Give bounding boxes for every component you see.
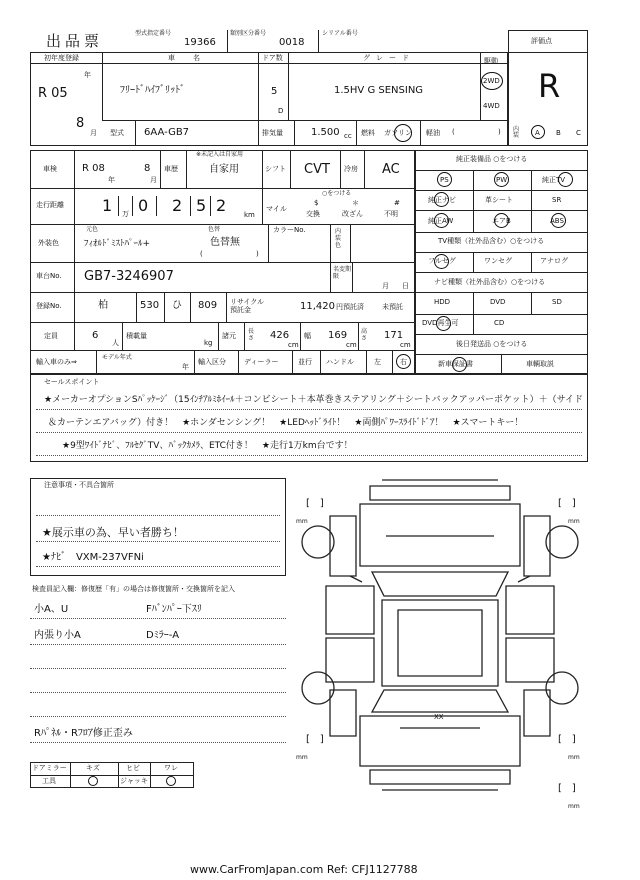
divider bbox=[352, 262, 353, 292]
equip-airbag: エアB bbox=[492, 217, 511, 225]
col-line bbox=[150, 762, 151, 788]
use-value: 自家用 bbox=[209, 164, 239, 175]
row-line bbox=[415, 252, 588, 253]
equipment-title: 純正装備品 ○をつける bbox=[456, 155, 528, 163]
dotted-line bbox=[30, 644, 286, 645]
dotted-line bbox=[30, 692, 286, 693]
divider bbox=[262, 188, 263, 224]
mm-front-right: mm bbox=[568, 518, 580, 525]
digit-sep bbox=[118, 196, 119, 216]
digit-sep bbox=[190, 196, 191, 216]
length-cm: cm bbox=[288, 341, 299, 349]
footer-watermark: www.CarFromJapan.com Ref: CFJ1127788 bbox=[190, 863, 418, 876]
row-line bbox=[30, 262, 415, 263]
first-reg-year: R 05 bbox=[38, 86, 68, 101]
notes-line-2: ★ﾅﾋﾞ VXM-237VFNi bbox=[42, 552, 144, 563]
acc-tools: 工具 bbox=[42, 777, 56, 785]
displacement-value: 1.500 bbox=[311, 127, 340, 138]
inspection-month-unit: 月 bbox=[150, 176, 157, 184]
score-label: 評価点 bbox=[531, 37, 552, 45]
height-label: 高さ bbox=[361, 328, 368, 343]
interior-b: B bbox=[556, 129, 561, 137]
row-line bbox=[415, 190, 588, 191]
equip-aw-circle bbox=[434, 213, 449, 228]
divider bbox=[238, 350, 239, 374]
drive-2wd-circle bbox=[481, 72, 503, 90]
row-line bbox=[415, 334, 588, 335]
model-label: 型式 bbox=[110, 129, 124, 137]
acc-jack: ジャッキ bbox=[120, 777, 148, 785]
mileage-label: 走行距離 bbox=[36, 201, 64, 209]
width-label: 幅 bbox=[304, 332, 311, 340]
divider bbox=[136, 292, 137, 322]
fuel-label: 燃料 bbox=[361, 129, 375, 137]
divider bbox=[96, 350, 97, 374]
recycle-unit: 円預託済 bbox=[336, 303, 364, 311]
divider bbox=[186, 150, 187, 188]
use-note: ※未記入は自家用 bbox=[196, 151, 244, 158]
divider bbox=[320, 350, 321, 374]
row-line bbox=[415, 170, 588, 171]
recycle-value: 11,420 bbox=[300, 301, 335, 312]
acc-header-scratch: キズ bbox=[86, 764, 100, 772]
col-line bbox=[118, 762, 119, 788]
divider bbox=[226, 292, 227, 322]
mm-rear-left: mm bbox=[296, 754, 308, 761]
divider bbox=[102, 120, 508, 121]
original-color-value: ﾌｨｵﾙﾄﾞﾐｽﾄﾊﾟｰﾙ+ bbox=[84, 239, 151, 249]
divider bbox=[358, 322, 359, 350]
equip-ps: PS bbox=[440, 176, 449, 184]
divider bbox=[190, 292, 191, 322]
class-no-label: 類別区分番号 bbox=[230, 30, 267, 37]
bracket-rear-left: [ ] bbox=[306, 734, 324, 745]
dotted-line bbox=[30, 618, 286, 619]
col-line bbox=[531, 252, 532, 272]
interior-a-circle bbox=[531, 125, 545, 139]
length-value: 426 bbox=[270, 330, 290, 341]
mileage-circle-note: ○をつける bbox=[322, 190, 352, 197]
unknown-mark: # bbox=[394, 199, 400, 207]
paren-open: ( bbox=[452, 128, 455, 136]
equip-navi-circle bbox=[434, 192, 449, 207]
sales-label: セールスポイント bbox=[44, 378, 100, 386]
serial-label: シリアル番号 bbox=[322, 30, 358, 37]
registration-kana: ひ bbox=[172, 300, 182, 311]
divider bbox=[294, 120, 295, 146]
equip-aw: 純正AW bbox=[428, 217, 454, 225]
registration-label: 登録No. bbox=[36, 302, 62, 310]
dotted-line bbox=[36, 455, 582, 456]
divider bbox=[420, 120, 421, 146]
model-value: 6AA-GB7 bbox=[144, 127, 190, 138]
inspector-label: 検査員記入欄：修復歴「有」の場合は修復箇所・交換箇所を記入 bbox=[32, 585, 235, 593]
row-line bbox=[415, 272, 588, 273]
original-color-label: 元色 bbox=[86, 226, 99, 233]
row-line bbox=[30, 292, 415, 293]
chassis-label: 車台No. bbox=[36, 272, 62, 280]
divider bbox=[244, 322, 245, 350]
grade: 1.5HV G SENSING bbox=[334, 85, 424, 96]
inspector-line-2b: Dﾐﾗｰ-A bbox=[146, 630, 180, 641]
registration-number: 809 bbox=[198, 300, 218, 311]
model-year-label: モデル年式 bbox=[102, 354, 132, 361]
cc-unit: cc bbox=[344, 132, 352, 140]
not-deposited: 未預託 bbox=[382, 303, 403, 311]
row-line bbox=[415, 232, 588, 233]
later-warranty: 新車保証書 bbox=[438, 360, 473, 368]
dotted-line bbox=[36, 541, 280, 542]
interior-c: C bbox=[576, 129, 581, 137]
equip-pw: PW bbox=[496, 176, 508, 184]
mileage-digit: 0 bbox=[138, 196, 149, 215]
digit-sep bbox=[132, 196, 133, 216]
car-name: ﾌﾘｰﾄﾞﾊｲﾌﾞﾘｯﾄﾞ bbox=[120, 85, 185, 96]
shift-label: シフト bbox=[265, 165, 286, 173]
inspection-month: 8 bbox=[144, 163, 151, 174]
inspection-year: 年 bbox=[108, 176, 115, 184]
col-line bbox=[473, 252, 474, 272]
drive-4wd: 4WD bbox=[483, 102, 500, 110]
chassis-value: GB7-3246907 bbox=[84, 269, 174, 284]
handle-right: 右 bbox=[400, 358, 407, 366]
car-name-label: 車名 bbox=[168, 54, 218, 62]
mileage-digit: 2 bbox=[172, 196, 183, 215]
equip-abs-circle bbox=[551, 213, 566, 228]
unknown-label: 不明 bbox=[384, 210, 398, 218]
class-no-value: 0018 bbox=[279, 37, 305, 48]
nav-sd: SD bbox=[552, 298, 562, 306]
color-label: 外装色 bbox=[38, 239, 59, 247]
bracket-front-right: [ ] bbox=[558, 498, 576, 509]
divider bbox=[292, 350, 293, 374]
paren-close: ) bbox=[498, 128, 501, 136]
divider bbox=[164, 292, 165, 322]
fuel-gasoline-circle bbox=[394, 124, 412, 142]
col-line bbox=[473, 292, 474, 334]
row-line bbox=[30, 188, 415, 189]
tampered-label: 改ざん bbox=[342, 210, 363, 218]
later-warranty-circle bbox=[452, 357, 467, 372]
equip-navi: 純正ナビ bbox=[428, 196, 456, 204]
acc-jack-check bbox=[166, 776, 176, 786]
col-line bbox=[531, 170, 532, 232]
capacity-label: 定員 bbox=[44, 332, 58, 340]
color-change-label: 色替 bbox=[208, 226, 221, 233]
ac-label: 冷房 bbox=[344, 165, 358, 173]
handle-right-circle bbox=[396, 354, 411, 369]
use-label: 車歴 bbox=[164, 165, 178, 173]
interior-a: A bbox=[535, 129, 540, 137]
later-manual: 車輌取説 bbox=[526, 360, 554, 368]
acc-header-break: ワレ bbox=[164, 764, 178, 772]
mm-front-left: mm bbox=[296, 518, 308, 525]
tampered-mark: ＊ bbox=[352, 199, 359, 207]
width-value: 169 bbox=[328, 330, 348, 341]
first-reg-month: 8 bbox=[76, 116, 85, 131]
divider bbox=[262, 150, 263, 188]
divider bbox=[268, 224, 269, 262]
name-change-month: 月 bbox=[382, 282, 389, 290]
sales-line-3: ★9型ﾜｲﾄﾞﾅﾋﾞ、ﾌﾙｾｸﾞTV、ﾊﾞｯｸｶﾒﾗ、ETC付き！ ★走行1万km台です！ bbox=[62, 441, 353, 451]
dotted-line bbox=[30, 668, 286, 669]
divider bbox=[366, 350, 367, 374]
model-year-unit: 年 bbox=[182, 363, 189, 371]
type-approval-label: 型式指定番号 bbox=[135, 30, 172, 37]
fuel-value: ガソリン bbox=[384, 129, 412, 137]
exchange-mark: $ bbox=[314, 199, 319, 207]
mm-rear-right: mm bbox=[568, 754, 580, 761]
divider bbox=[218, 322, 219, 350]
digit-sep bbox=[156, 196, 157, 216]
nav-dvd-play: DVD再生可 bbox=[422, 319, 459, 327]
equip-sr: SR bbox=[552, 196, 562, 204]
dotted-line bbox=[30, 742, 286, 743]
label-col bbox=[74, 150, 75, 350]
load-label: 積載量 bbox=[126, 332, 147, 340]
shift-value: CVT bbox=[304, 162, 330, 177]
inspector-line-6a: Rﾊﾟﾈﾙ・Rﾌﾛｱ修正歪み bbox=[34, 728, 133, 739]
mileage-digit: 5 bbox=[196, 196, 207, 215]
paren-close: ) bbox=[256, 250, 259, 258]
divider bbox=[160, 150, 161, 188]
registration-place: 柏 bbox=[98, 300, 108, 311]
import-label: 輸入車のみ⇒ bbox=[36, 358, 77, 366]
sales-line-1: ★メーカーオプションSﾊﾟｯｹｰｼﾞ（15ｲﾝﾁｱﾙﾐﾎｲｰﾙ＋コンビシート＋本革巻きステアリング＋シートバックアッパーポケット）＋（サイド bbox=[44, 395, 583, 405]
inspection-value: R 08 bbox=[82, 163, 105, 174]
row-line bbox=[415, 292, 588, 293]
later-title: 後日発送品 ○をつける bbox=[456, 340, 528, 348]
load-kg: kg bbox=[204, 339, 213, 347]
divider bbox=[330, 262, 331, 292]
dotted-line bbox=[36, 566, 280, 567]
doors: 5 bbox=[271, 86, 278, 97]
row-line bbox=[415, 314, 588, 315]
inspector-line-1a: 小A、U bbox=[34, 604, 69, 615]
equip-leather: 革シート bbox=[485, 196, 513, 204]
registration-class: 530 bbox=[140, 300, 160, 311]
height-value: 171 bbox=[384, 330, 404, 341]
mileage-man: 万 bbox=[122, 210, 129, 218]
nav-hdd: HDD bbox=[434, 298, 451, 306]
interior-label: 内装 bbox=[513, 126, 520, 139]
divider bbox=[392, 350, 393, 374]
km-unit: km bbox=[244, 211, 255, 219]
row-line bbox=[30, 224, 415, 225]
mm-rear-extra: mm bbox=[568, 803, 580, 810]
grade-label: グレード bbox=[363, 54, 415, 62]
dotted-line bbox=[36, 432, 582, 433]
mile-label: マイル bbox=[266, 205, 287, 213]
bracket-front-left: [ ] bbox=[306, 498, 324, 509]
interior-color-label: 内装色 bbox=[335, 228, 342, 250]
color-change-value: 色替無 bbox=[210, 237, 240, 248]
capacity-value: 6 bbox=[92, 330, 99, 341]
tv-title: TV種類（社外品含む）○をつける bbox=[438, 237, 545, 245]
nav-cd: CD bbox=[494, 319, 505, 327]
divider bbox=[350, 224, 351, 262]
divider bbox=[135, 120, 136, 146]
notes-line-1: ★展示車の為、早い者勝ち！ bbox=[42, 526, 184, 539]
damage-xx: XX bbox=[434, 713, 444, 721]
divider bbox=[194, 350, 195, 374]
divider bbox=[340, 150, 341, 188]
equip-pw-circle bbox=[494, 172, 509, 187]
dotted-line bbox=[36, 515, 280, 516]
divider bbox=[330, 224, 331, 262]
sales-line-2: ＆カーテンエアバッグ）付き！ ★ホンダセンシング！ ★LEDﾍｯﾄﾞﾗｲﾄ！ ★両側ﾊﾟﾜｰｽﾗｲﾄﾞﾄﾞｱ！ ★スマートキー！ bbox=[48, 418, 524, 428]
col-line bbox=[473, 170, 474, 232]
type-approval-value: 19366 bbox=[184, 37, 216, 48]
year-unit: 年 bbox=[84, 71, 91, 79]
acc-header-mirror: ドアミラー bbox=[32, 764, 67, 772]
mileage-digits bbox=[90, 194, 240, 220]
month-unit: 月 bbox=[90, 129, 97, 137]
handle-label: ハンドル bbox=[326, 358, 354, 366]
dotted-line bbox=[30, 716, 286, 717]
acc-header-crack: ヒビ bbox=[126, 764, 140, 772]
inspector-line-1b: Fﾊﾞﾝﾊﾟｰ下ｽﾘ bbox=[146, 604, 202, 615]
displacement-label: 排気量 bbox=[262, 129, 283, 137]
equip-abs: ABS bbox=[550, 217, 564, 225]
tv-fullseg-circle bbox=[434, 254, 449, 269]
form-title: 出品票 bbox=[46, 32, 104, 50]
equip-airbag-circle bbox=[494, 213, 509, 228]
exchange-label: 交換 bbox=[306, 210, 320, 218]
inspection-label: 車検 bbox=[43, 165, 57, 173]
width-cm: cm bbox=[346, 341, 357, 349]
import-class-label: 輸入区分 bbox=[198, 358, 226, 366]
divider bbox=[364, 150, 365, 188]
col-line bbox=[531, 292, 532, 314]
divider bbox=[508, 120, 509, 146]
digit-sep bbox=[210, 196, 211, 216]
recycle-label: リサイクル預託金 bbox=[230, 298, 265, 315]
drive-2wd: 2WD bbox=[483, 77, 500, 85]
drive-label: 駆動 bbox=[484, 57, 498, 65]
nav-dvd: DVD bbox=[490, 298, 506, 306]
dims-label: 諸元 bbox=[222, 332, 236, 340]
score-value: R bbox=[538, 67, 561, 105]
dealer-label: ディーラー bbox=[244, 358, 279, 366]
tv-fullseg: フルセグ bbox=[428, 257, 456, 265]
name-change-day: 日 bbox=[402, 282, 409, 290]
nav-title: ナビ種類（社外品含む）○をつける bbox=[434, 278, 546, 286]
acc-tools-check bbox=[88, 776, 98, 786]
divider bbox=[290, 150, 291, 188]
door-label: ドア数 bbox=[262, 54, 283, 62]
row-line bbox=[415, 210, 588, 211]
col-line bbox=[70, 762, 71, 788]
ac-value: AC bbox=[382, 162, 400, 177]
divider bbox=[30, 63, 508, 64]
row-line bbox=[30, 350, 415, 351]
mileage-digit: 1 bbox=[102, 196, 113, 215]
height-cm: cm bbox=[400, 341, 411, 349]
equip-tv: 純正TV bbox=[542, 176, 566, 184]
divider bbox=[227, 30, 228, 52]
car-damage-diagram bbox=[290, 476, 590, 816]
color-no-label: カラーNo. bbox=[273, 226, 306, 234]
handle-left: 左 bbox=[374, 358, 381, 366]
parallel-label: 並行 bbox=[298, 358, 312, 366]
divider bbox=[258, 120, 259, 146]
col-line bbox=[501, 354, 502, 374]
dotted-line bbox=[36, 409, 582, 410]
divider bbox=[300, 322, 301, 350]
first-reg-label: 初年度登録 bbox=[44, 54, 79, 62]
name-change-label: 名変期限 bbox=[333, 266, 352, 281]
notes-label: 注意事項・不具合箇所 bbox=[44, 481, 114, 489]
capacity-unit: 人 bbox=[112, 339, 119, 347]
bracket-rear-extra: [ ] bbox=[558, 783, 576, 794]
bracket-rear-right: [ ] bbox=[558, 734, 576, 745]
door-type: D bbox=[278, 107, 284, 115]
divider bbox=[356, 120, 357, 146]
divider bbox=[122, 322, 123, 350]
tv-analog: アナログ bbox=[540, 257, 568, 265]
length-label: 長さ bbox=[248, 328, 255, 343]
score-header-line bbox=[508, 52, 588, 53]
mileage-digit: 2 bbox=[216, 196, 227, 215]
divider bbox=[318, 30, 319, 52]
inspector-line-2a: 内張り小A bbox=[34, 630, 81, 641]
equip-tv-circle bbox=[558, 172, 573, 187]
tv-oneseg: ワンセグ bbox=[484, 257, 512, 265]
equip-ps-circle bbox=[437, 172, 452, 187]
paren-open: ( bbox=[200, 250, 203, 258]
light-oil-label: 軽油 bbox=[426, 129, 440, 137]
nav-dvd-play-circle bbox=[436, 316, 451, 331]
